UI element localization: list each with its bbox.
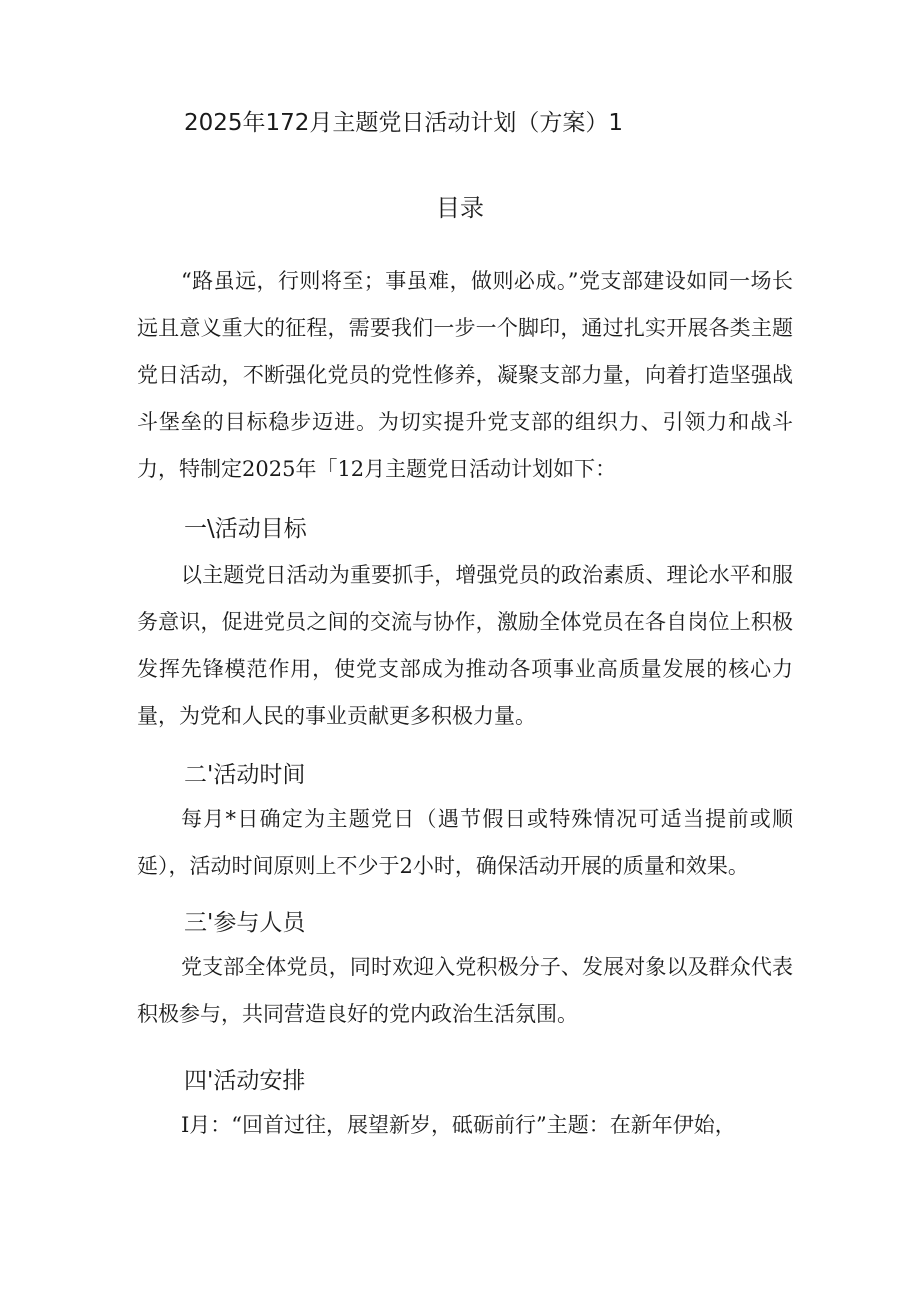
section-body-schedule: I月：“回首过往，展望新岁，砥砺前行”主题：在新年伊始， [181,1113,736,1137]
section-heading-schedule: 四'活动安排 [184,1068,306,1094]
section-body-participants: 党支部全体党员，同时欢迎入党积极分子、发展对象以及群众代表积极参与，共同营造良好的党内政治生活氛围。 [137,955,793,1026]
section-body-time: 每月*日确定为主题党日（遇节假日或特殊情况可适当提前或顺延），活动时间原则上不少于2小时，确保活动开展的质量和效果。 [137,807,793,878]
document-title: 2025年172月主题党日活动计划（方案）1 [184,110,624,136]
section-body-goals: 以主题党日活动为重要抓手，增强党员的政治素质、理论水平和服务意识，促进党员之间的交流与协作，激励全体党员在各自岗位上积极发挥先锋模范作用，使党支部成为推动各项事业高质量发展的核心力量，为党和人民的事业贡献更多积极力量。 [137,563,793,728]
intro-paragraph: “路虽远，行则将至；事虽难，做则必成。”党支部建设如同一场长远且意义重大的征程，需要我们一步一个脚印，通过扎实开展各类主题党日活动，不断强化党员的党性修养，凝聚支部力量，向着打造坚强战斗堡垒的目标稳步迈进。为切实提升党支部的组织力、引领力和战斗力，特制定2025年「12月主题党日活动计划如下： [137,269,793,481]
toc-heading: 目录 [436,194,484,222]
section-heading-goals: 一\活动目标 [184,516,307,542]
section-heading-participants: 三'参与人员 [184,910,306,936]
section-heading-time: 二'活动时间 [184,762,306,788]
